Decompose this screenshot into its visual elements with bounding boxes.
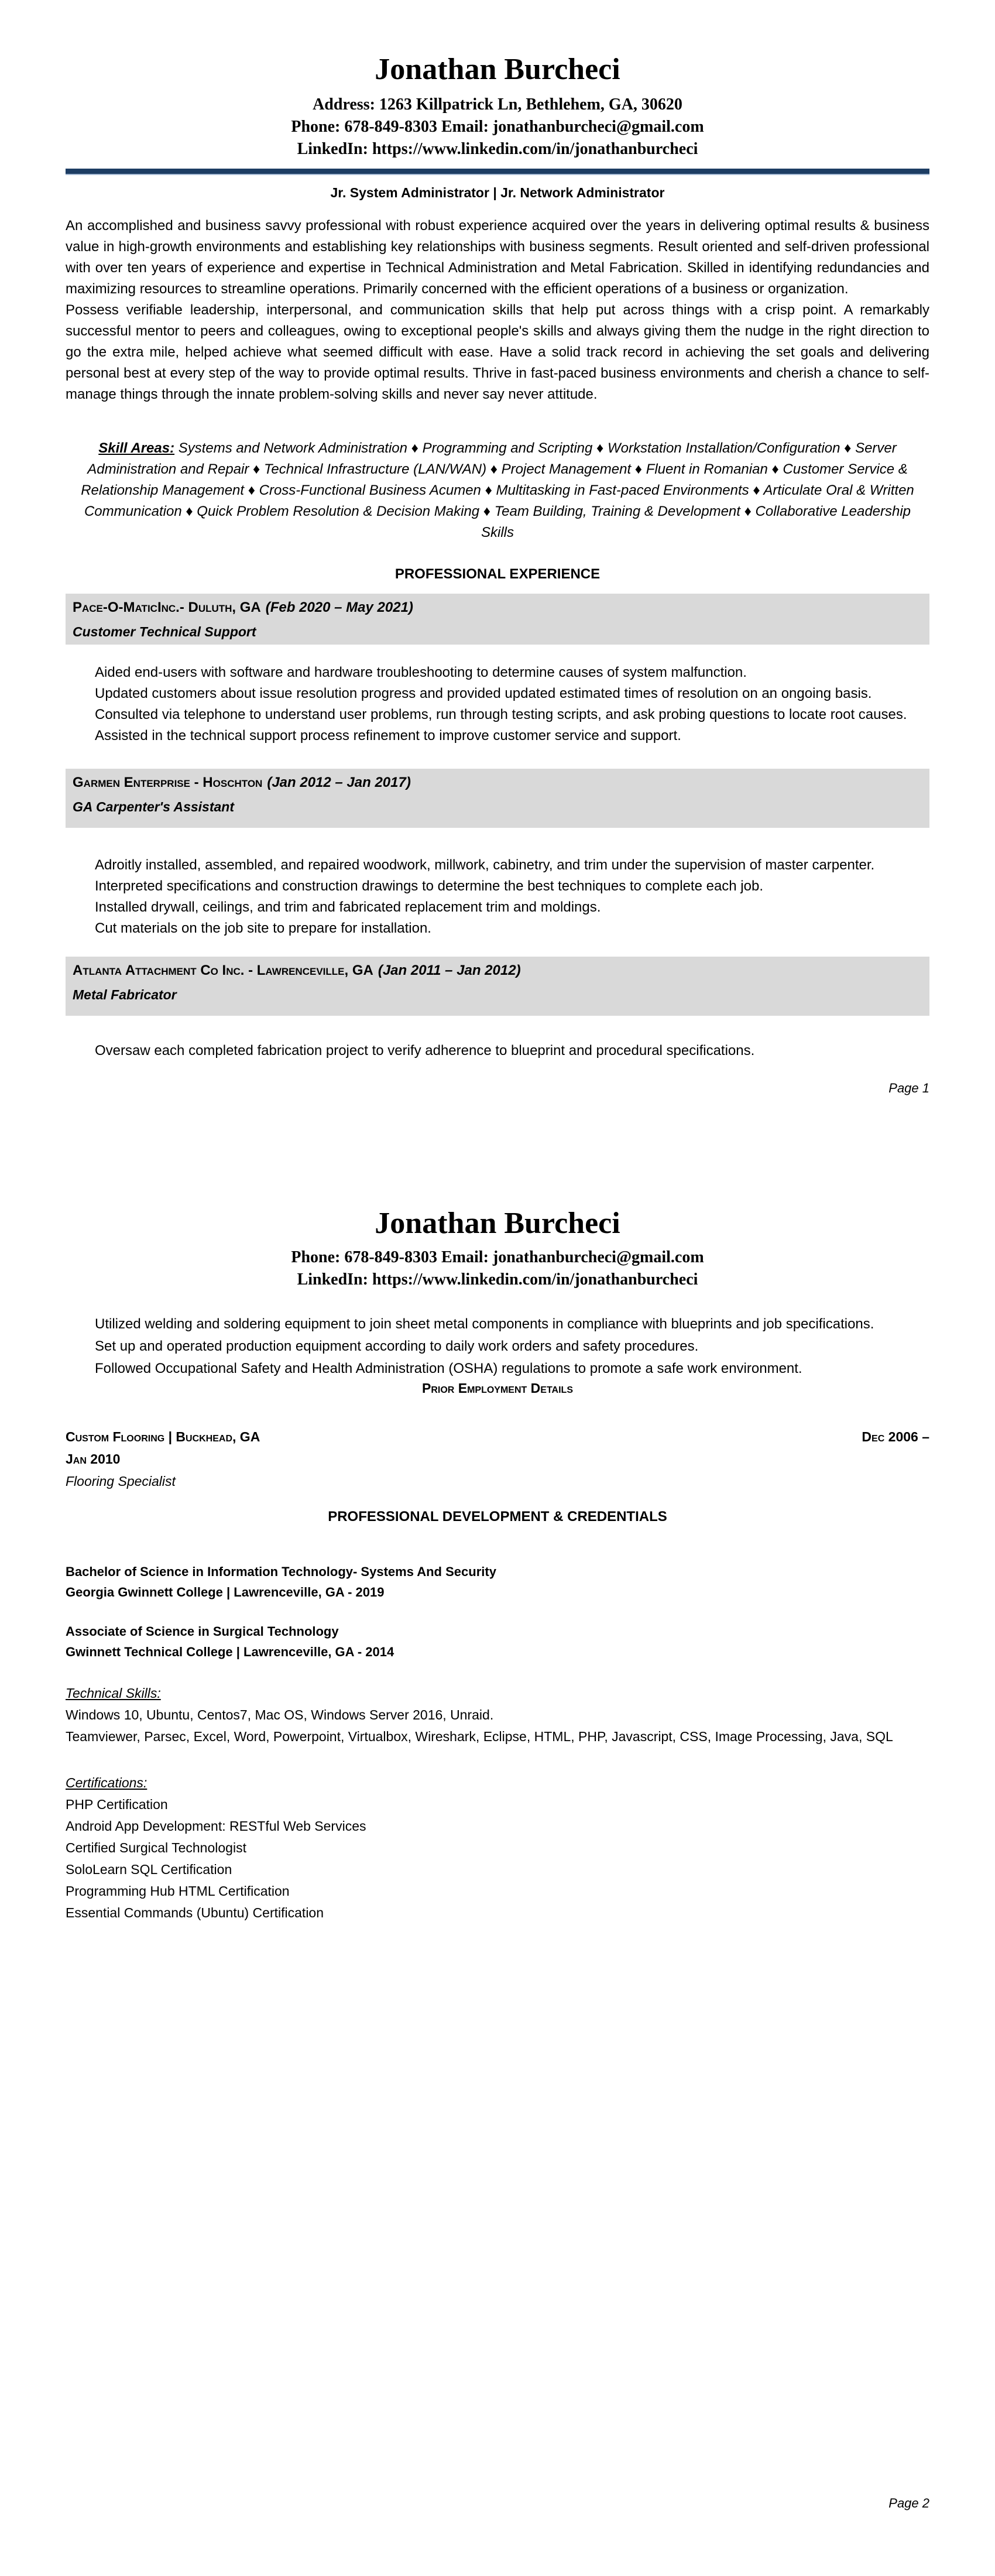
bullet-item: Updated customers about issue resolution progress and provided updated estimated times of resolution on an ongoing basis. <box>95 686 872 701</box>
company-name: Pace-O-MaticInc.- Duluth, GA <box>73 600 261 615</box>
phone-email-line: Phone: 678-849-8303 Email: jonathanburcheci@gmail.com <box>291 1248 704 1266</box>
prior-dates-end: Jan 2010 <box>66 1451 121 1467</box>
job-title: Customer Technical Support <box>73 624 256 639</box>
bullet-item: Aided end-users with software and hardware troubleshooting to determine causes of system malfunction. <box>95 664 747 680</box>
bullet-item: Assisted in the technical support process refinement to improve customer service and support. <box>95 728 681 744</box>
bullet-item: Followed Occupational Safety and Health Administration (OSHA) regulations to promote a safe work environment. <box>95 1361 802 1376</box>
continued-job-bullets <box>66 1313 929 1380</box>
bullet-item: Interpreted specifications and construction drawings to determine the best techniques to complete each job. <box>95 878 764 894</box>
certification-item: Certified Surgical Technologist <box>66 1840 246 1855</box>
job-dates: (Jan 2011 – Jan 2012) <box>378 962 521 978</box>
school: Georgia Gwinnett College | Lawrenceville, GA - 2019 <box>66 1585 385 1599</box>
skill-areas-text: Systems and Network Administration ♦ Programming and Scripting ♦ Workstation Installation/Configuration ♦ Server Administration and Repair ♦ Technical Infrastructure (LAN/WAN) ♦ Project Management ♦ Fluent in Romanian ♦ Customer Service & Relationship Management ♦ Cross-Functional Business Acumen ♦ Multitasking in Fast-paced Environments ♦ Articulate Oral & Written Communication ♦ Quick Problem Resolution & Decision Making ♦ Team Building, Training & Development ♦ Collaborative Leadership Skills <box>81 440 914 540</box>
bullet-item: Installed drywall, ceilings, and trim and fabricated replacement trim and moldings. <box>95 899 601 915</box>
job-header <box>66 769 929 828</box>
job-company-line <box>73 960 922 984</box>
job-company-line <box>73 597 922 621</box>
company-name: Garmen Enterprise - Hoschton <box>73 775 263 790</box>
certification-item: Android App Development: RESTful Web Services <box>66 1818 366 1834</box>
header-divider-rule <box>66 169 929 175</box>
job-bullets <box>66 855 929 939</box>
skill-areas <box>79 438 916 543</box>
certification-item: PHP Certification <box>66 1797 168 1812</box>
job-dates: (Jan 2012 – Jan 2017) <box>267 775 411 790</box>
linkedin-line: LinkedIn: https://www.linkedin.com/in/jonathanburcheci <box>297 1270 698 1289</box>
job-bullets <box>66 662 929 746</box>
role-headline: Jr. System Administrator | Jr. Network Administrator <box>330 185 665 200</box>
certification-item: Programming Hub HTML Certification <box>66 1883 290 1899</box>
bullet-item: Cut materials on the job site to prepare for installation. <box>95 920 431 936</box>
school: Gwinnett Technical College | Lawrenceville, GA - 2014 <box>66 1645 394 1659</box>
degree: Bachelor of Science in Information Technology- Systems And Security <box>66 1564 496 1579</box>
summary-paragraph-2: Possess verifiable leadership, interpersonal, and communication skills that help put across things with a crisp point. A remarkably successful mentor to peers and colleagues, owing to exceptional people's skills and always giving them the nudge in the right direction to go the extra mile, helped achieve what seemed difficult with ease. Have a solid track record in achieving the set goals and delivering personal best at every step of the way to provide optimal results. Thrive in fast-paced business environments and cherish a chance to self-manage things through the innate problem-solving skills and never say never attitude. <box>66 302 929 402</box>
job-title: Metal Fabricator <box>73 987 177 1002</box>
prior-company: Custom Flooring | Buckhead, GA <box>66 1429 260 1444</box>
certification-item: SoloLearn SQL Certification <box>66 1862 232 1877</box>
spacer <box>66 1602 929 1621</box>
bullet-item: Consulted via telephone to understand user problems, run through testing scripts, and ask probing questions to locate root causes. <box>95 707 907 722</box>
job-title: GA Carpenter's Assistant <box>73 799 235 814</box>
page-2-title: Jonathan Burcheci <box>375 1207 620 1240</box>
company-name: Atlanta Attachment Co Inc. - Lawrenceville, GA <box>73 962 373 978</box>
phone-email-line: Phone: 678-849-8303 Email: jonathanburcheci@gmail.com <box>291 118 704 136</box>
job-header <box>66 957 929 1016</box>
technical-skills-line: Windows 10, Ubuntu, Centos7, Mac OS, Windows Server 2016, Unraid. <box>66 1707 494 1722</box>
professional-experience-heading: PROFESSIONAL EXPERIENCE <box>394 566 601 582</box>
prior-job-row <box>66 1426 929 1448</box>
job-bullets <box>66 1040 929 1061</box>
page-1-footer: Page 1 <box>888 1081 929 1095</box>
prior-job-title: Flooring Specialist <box>66 1474 176 1489</box>
address-line: Address: 1263 Killpatrick Ln, Bethlehem, GA, 30620 <box>313 95 682 114</box>
certification-item: Essential Commands (Ubuntu) Certification <box>66 1905 324 1920</box>
job-dates: (Feb 2020 – May 2021) <box>265 600 413 615</box>
skill-areas-label: Skill Areas: <box>98 440 175 456</box>
degree: Associate of Science in Surgical Technology <box>66 1624 339 1639</box>
bullet-item: Oversaw each completed fabrication project to verify adherence to blueprint and procedural specifications. <box>95 1043 755 1059</box>
page-title: Jonathan Burcheci <box>375 53 620 86</box>
bullet-item: Utilized welding and soldering equipment to join sheet metal components in compliance with blueprints and job specifications. <box>95 1316 874 1332</box>
job-header <box>66 594 929 645</box>
technical-skills-label: Technical Skills: <box>66 1686 161 1701</box>
bullet-item: Adroitly installed, assembled, and repaired woodwork, millwork, cabinetry, and trim under the supervision of master carpenter. <box>95 857 875 873</box>
prior-employment-heading: Prior Employment Details <box>422 1381 573 1396</box>
job-company-line <box>73 772 922 796</box>
summary-paragraph-1: An accomplished and business savvy professional with robust experience acquired over the years in delivering optimal results & business value in high-growth environments and establishing key relationships with business segments. Result oriented and self-driven professional with over ten years of experience and expertise in Technical Administration and Metal Fabrication. Skilled in identifying redundancies and maximizing resources to streamline operations. Primarily concerned with the efficient operations of a business or organization. <box>66 218 929 297</box>
linkedin-line: LinkedIn: https://www.linkedin.com/in/jonathanburcheci <box>297 140 698 158</box>
prior-dates-start: Dec 2006 – <box>862 1429 929 1444</box>
certifications-block <box>66 1772 929 1924</box>
bullet-item: Set up and operated production equipment according to daily work orders and safety procedures. <box>95 1338 699 1354</box>
page-2-footer: Page 2 <box>888 2496 929 2510</box>
education-block <box>66 1561 929 1662</box>
technical-skills-line: Teamviewer, Parsec, Excel, Word, Powerpoint, Virtualbox, Wireshark, Eclipse, HTML, PHP, Javascript, CSS, Image Processing, Java, SQL <box>66 1729 893 1744</box>
technical-skills-block <box>66 1683 929 1748</box>
development-heading: PROFESSIONAL DEVELOPMENT & CREDENTIALS <box>328 1509 667 1525</box>
certifications-label: Certifications: <box>66 1775 147 1790</box>
contact-block-page-2 <box>66 1246 929 1291</box>
page-1 <box>66 54 929 1924</box>
contact-block <box>66 94 929 160</box>
